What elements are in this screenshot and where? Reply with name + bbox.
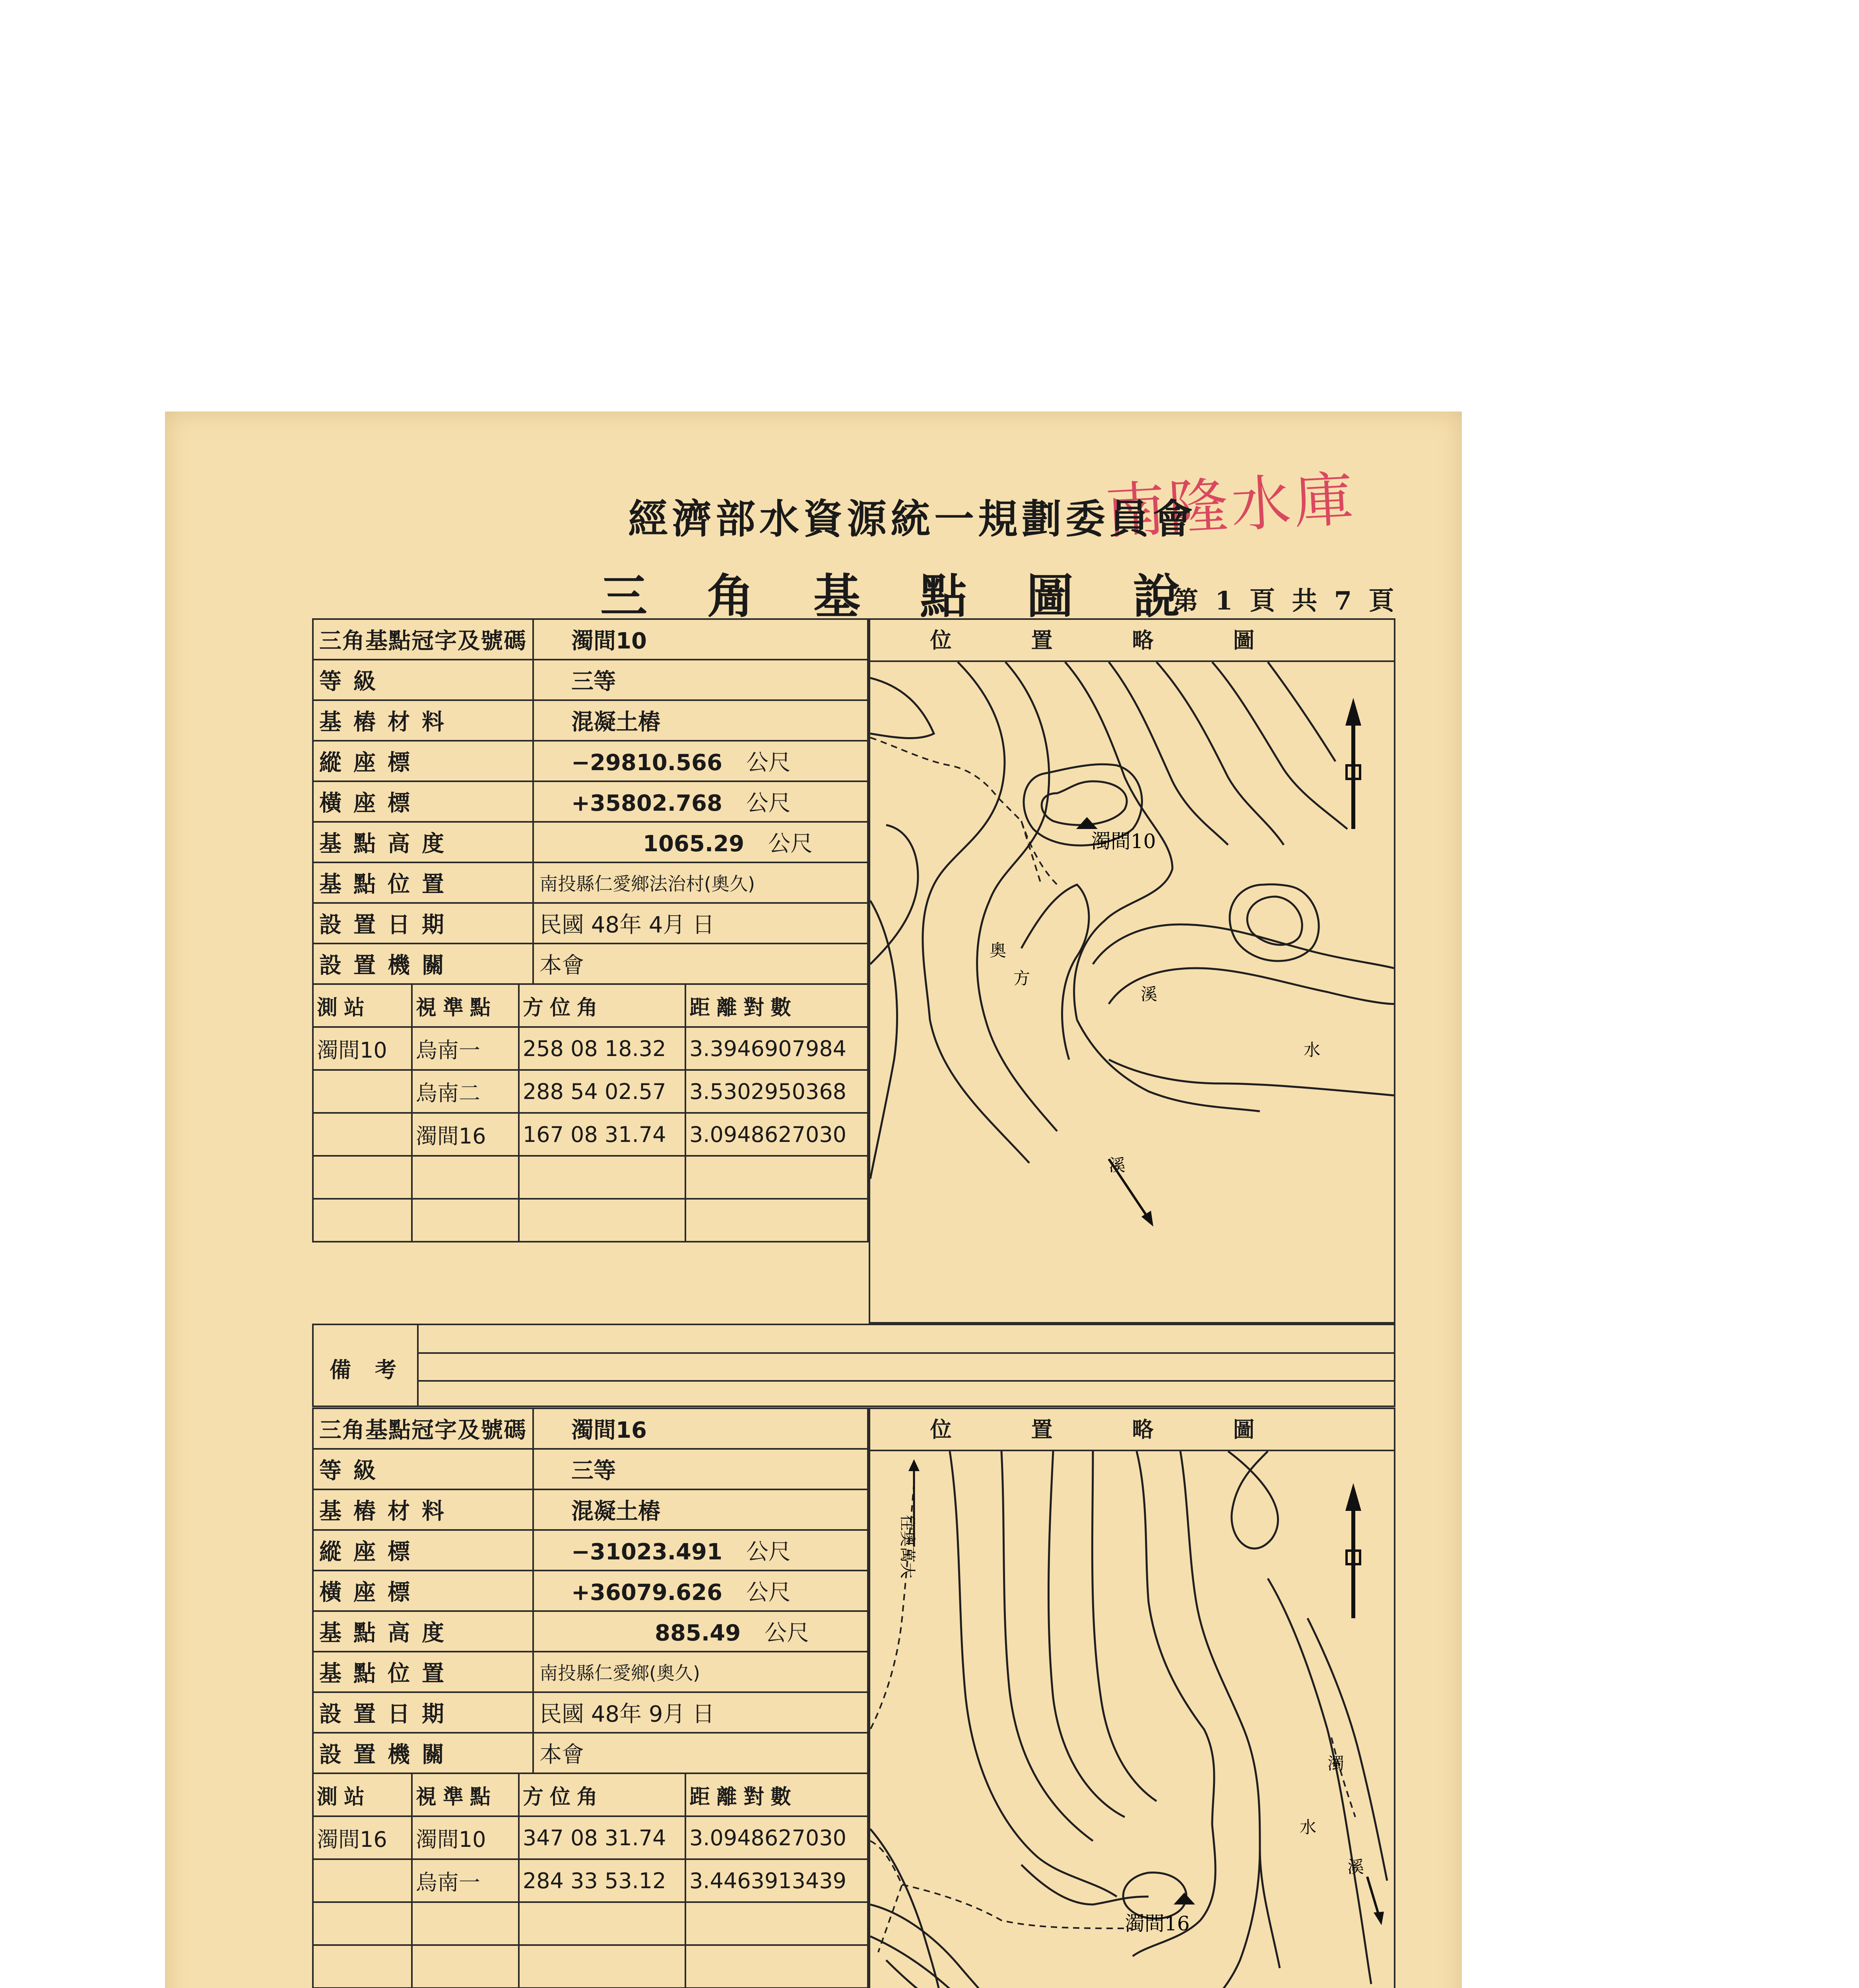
- empty-cell: [519, 1156, 685, 1199]
- label-north-coord: 縱座標: [313, 741, 533, 781]
- empty-cell: [412, 1902, 519, 1945]
- north-arrow-icon: [1345, 1483, 1361, 1618]
- label-point-name: 三角基點冠字及號碼: [313, 619, 533, 660]
- empty-cell: [412, 1156, 519, 1199]
- empty-cell: [519, 1199, 685, 1242]
- header-azimuth: 方位角: [519, 984, 685, 1027]
- header-log-distance: 距離對數: [685, 1773, 868, 1816]
- label-date: 設置日期: [313, 1692, 533, 1733]
- remarks-line: [417, 1380, 1394, 1382]
- azimuth-cell: 284 33 53.12: [519, 1859, 685, 1902]
- header-station: 測站: [313, 984, 412, 1027]
- point-info-table: [312, 1408, 869, 1774]
- document-title: 三角基點圖說: [600, 569, 1240, 624]
- azimuth-cell: 347 08 31.74: [519, 1816, 685, 1859]
- log-distance-cell: 3.5302950368: [685, 1070, 868, 1113]
- azimuth-cell: 167 08 31.74: [519, 1113, 685, 1156]
- elevation-value: 1065.29 公尺: [533, 822, 868, 862]
- label-material: 基樁材料: [313, 1489, 533, 1530]
- red-stamp-annotation: 南隆水庫: [1104, 464, 1358, 547]
- label-elevation: 基點高度: [313, 822, 533, 862]
- remarks-line: [417, 1352, 1394, 1354]
- agency-value: 本會: [533, 944, 868, 984]
- label-grade: 等級: [313, 1449, 533, 1489]
- label-elevation: 基點高度: [313, 1611, 533, 1652]
- label-agency: 設置機關: [313, 944, 533, 984]
- location-value: 南投縣仁愛鄉法治村(奧久): [533, 862, 868, 903]
- location-sketch: [869, 1408, 1395, 1988]
- material-value: 混凝土樁: [533, 700, 868, 741]
- empty-cell: [685, 1156, 868, 1199]
- elevation-value: 885.49 公尺: [533, 1611, 868, 1652]
- target-cell: 烏南二: [412, 1070, 519, 1113]
- map-river-label: 溪: [1347, 1857, 1364, 1877]
- organization-title: 經濟部水資源統一規劃委員會: [628, 495, 1197, 542]
- north-arrow-icon: [1345, 698, 1361, 829]
- triangulation-point-icon: [1174, 1893, 1195, 1905]
- date-value: 民國 48年 4月 日: [533, 903, 868, 944]
- date-value: 民國 48年 9月 日: [533, 1692, 868, 1733]
- log-distance-cell: 3.0948627030: [685, 1113, 868, 1156]
- map-point-label: 濁間10: [1091, 830, 1156, 853]
- empty-cell: [685, 1199, 868, 1242]
- empty-cell: [313, 1945, 412, 1988]
- station-cell: 濁間10: [313, 1027, 412, 1070]
- empty-cell: [685, 1945, 868, 1988]
- empty-cell: [313, 1199, 412, 1242]
- map-river-label: 水: [1304, 1040, 1321, 1060]
- point-name-value: 濁間10: [533, 619, 868, 660]
- remarks-label: 備考: [330, 1357, 420, 1382]
- map-river-label: 水: [1300, 1817, 1317, 1837]
- north-coord-value: −29810.566 公尺: [533, 741, 868, 781]
- map-river-label: 溪: [1141, 984, 1158, 1004]
- observation-table: [312, 1773, 869, 1988]
- target-cell: 烏南一: [412, 1859, 519, 1902]
- azimuth-cell: 288 54 02.57: [519, 1070, 685, 1113]
- target-cell: 濁間16: [412, 1113, 519, 1156]
- empty-cell: [313, 1156, 412, 1199]
- station-cell: [313, 1859, 412, 1902]
- point-name-value: 濁間16: [533, 1408, 868, 1449]
- map-river-label: 溪: [1109, 1155, 1126, 1175]
- grade-value: 三等: [533, 1449, 868, 1489]
- observation-table: [312, 983, 869, 1242]
- north-coord-value: −31023.491 公尺: [533, 1530, 868, 1571]
- header-azimuth: 方位角: [519, 1773, 685, 1816]
- remarks-box: [312, 1324, 1395, 1407]
- sketch-heading: 位置略圖: [870, 1409, 1394, 1451]
- station-cell: [313, 1070, 412, 1113]
- header-target: 視準點: [412, 984, 519, 1027]
- target-cell: 烏南一: [412, 1027, 519, 1070]
- point-info-table: [312, 618, 869, 985]
- label-location: 基點位置: [313, 1652, 533, 1692]
- river-flow-arrow-icon: [1109, 1159, 1153, 1227]
- log-distance-cell: 3.4463913439: [685, 1859, 868, 1902]
- material-value: 混凝土樁: [533, 1489, 868, 1530]
- label-north-coord: 縱座標: [313, 1530, 533, 1571]
- label-grade: 等級: [313, 660, 533, 700]
- label-east-coord: 橫座標: [313, 1571, 533, 1611]
- label-material: 基樁材料: [313, 700, 533, 741]
- map-side-label: 奧: [990, 941, 1007, 960]
- empty-cell: [412, 1199, 519, 1242]
- empty-cell: [412, 1945, 519, 1988]
- empty-cell: [685, 1902, 868, 1945]
- river-flow-arrow-icon: [1367, 1877, 1384, 1925]
- contour-map-2: [870, 1451, 1394, 1988]
- east-coord-value: +35802.768 公尺: [533, 781, 868, 822]
- location-value: 南投縣仁愛鄉(奧久): [533, 1652, 868, 1692]
- east-coord-value: +36079.626 公尺: [533, 1571, 868, 1611]
- label-date: 設置日期: [313, 903, 533, 944]
- survey-sheet-1: [312, 618, 1395, 1404]
- map-river-label: 濁: [1327, 1754, 1345, 1773]
- log-distance-cell: 3.3946907984: [685, 1027, 868, 1070]
- location-sketch: [869, 618, 1395, 1324]
- header-station: 測站: [313, 1773, 412, 1816]
- header-log-distance: 距離對數: [685, 984, 868, 1027]
- label-agency: 設置機關: [313, 1733, 533, 1773]
- agency-value: 本會: [533, 1733, 868, 1773]
- label-point-name: 三角基點冠字及號碼: [313, 1408, 533, 1449]
- empty-cell: [519, 1945, 685, 1988]
- survey-sheet-2: [312, 1408, 1395, 1988]
- map-side-label: 往奧萬大: [898, 1515, 916, 1578]
- target-cell: 濁間10: [412, 1816, 519, 1859]
- page-info: 第 1 頁 共 7 頁: [1173, 586, 1398, 616]
- station-cell: 濁間16: [313, 1816, 412, 1859]
- station-cell: [313, 1113, 412, 1156]
- map-point-label: 濁間16: [1125, 1912, 1190, 1935]
- log-distance-cell: 3.0948627030: [685, 1816, 868, 1859]
- header-target: 視準點: [412, 1773, 519, 1816]
- contour-map-1: [870, 662, 1394, 1324]
- azimuth-cell: 258 08 18.32: [519, 1027, 685, 1070]
- label-east-coord: 橫座標: [313, 781, 533, 822]
- empty-cell: [313, 1902, 412, 1945]
- label-location: 基點位置: [313, 862, 533, 903]
- sketch-heading: 位置略圖: [870, 620, 1394, 662]
- map-side-label: 方: [1013, 969, 1030, 988]
- empty-cell: [519, 1902, 685, 1945]
- grade-value: 三等: [533, 660, 868, 700]
